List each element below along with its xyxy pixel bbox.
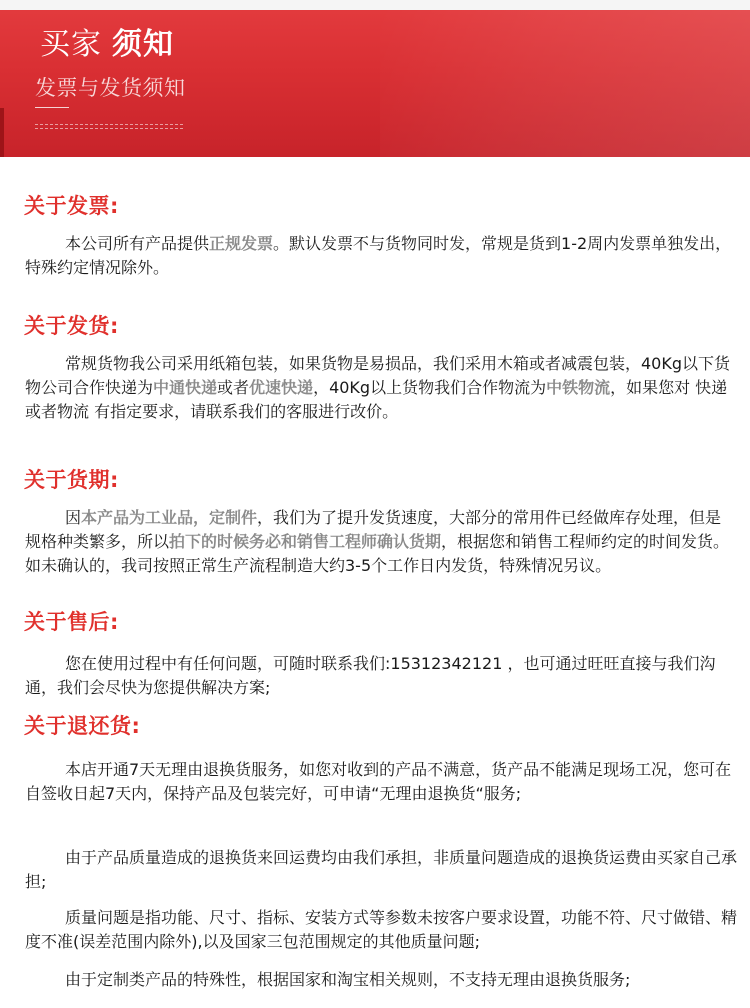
leadtime-paragraph [25,506,737,578]
banner-subtitle: 发票与发货须知 [35,76,186,100]
invoice-highlight: 正规发票 [209,234,274,253]
banner-title-part1: 买家 [40,27,102,62]
shipping-text-1: 常规货物我公司采用纸箱包装，如果货物是易损品，我们采用木箱或者减震包装，40Kg以下货物公司合作快递为 [25,354,731,397]
banner-divider [35,107,69,108]
invoice-text-1: 本公司所有产品提供 [65,234,210,253]
banner-title-part2: 须知 [112,27,174,62]
shipping-highlight-crlogistics: 中铁物流 [546,378,611,397]
leadtime-text-3: ，根据您和销售工程师约定的时间发货。如未确认的，我司按照正常生产流程制造大约3-5个工作日内发货，特殊情况另议。 [25,532,730,575]
leadtime-highlight-2: 拍下的时候务必和销售工程师确认货期 [169,532,442,551]
shipping-text-4: ，如果您对 快递或者物流 有指定要求，请联系我们的客服进行改价。 [25,378,728,421]
returns-paragraph-2: 由于产品质量造成的退换货来回运费均由我们承担，非质量问题造成的退换货运费由买家自己承担; [25,848,738,891]
shipping-highlight-zto: 中通快递 [153,378,218,397]
leadtime-highlight-1: 本产品为工业品，定制件 [81,508,258,527]
returns-heading: 关于退还货: [24,714,141,738]
returns-paragraph-4: 由于定制类产品的特殊性，根据国家和淘宝相关规则，不支持无理由退换货服务; [65,970,631,989]
invoice-paragraph [25,232,737,280]
shipping-text-3: ，40Kg以上货物我们合作物流为 [313,378,547,397]
returns-paragraph-1: 本店开通7天无理由退换货服务，如您对收到的产品不满意，货产品不能满足现场工况，您可在自签收日起7天内，保持产品及包装完好，可申请“无理由退换货“服务; [25,760,732,803]
aftersales-paragraph: 您在使用过程中有任何问题，可随时联系我们:15312342121 ，也可通过旺旺直接与我们沟通，我们会尽快为您提供解决方案; [25,654,716,697]
shipping-heading: 关于发货: [24,314,119,338]
shipping-highlight-uc: 优速快递 [249,378,314,397]
shipping-paragraph [25,352,737,424]
banner-decorative-lines [35,124,185,130]
banner-glow [380,10,750,157]
returns-paragraph-3: 质量问题是指功能、尺寸、指标、安装方式等参数未按客户要求设置，功能不符、尺寸做错、精度不准(误差范围内除外),以及国家三包范围规定的其他质量问题; [25,908,738,951]
leadtime-heading: 关于货期: [24,468,119,492]
banner-edge-accent [0,108,4,157]
invoice-heading: 关于发票: [24,194,119,218]
leadtime-text-1: 因 [65,508,82,527]
leadtime-text-2: ，我们为了提升发货速度，大部分的常用件已经做库存处理，但是规格种类繁多，所以 [25,508,722,551]
banner-title [40,27,174,62]
aftersales-heading: 关于售后: [24,610,119,634]
header-banner [0,0,750,157]
invoice-text-2: 。默认发票不与货物同时发，常规是货到1-2周内发票单独发出，特殊约定情况除外。 [25,234,732,277]
shipping-text-2: 或者 [217,378,250,397]
